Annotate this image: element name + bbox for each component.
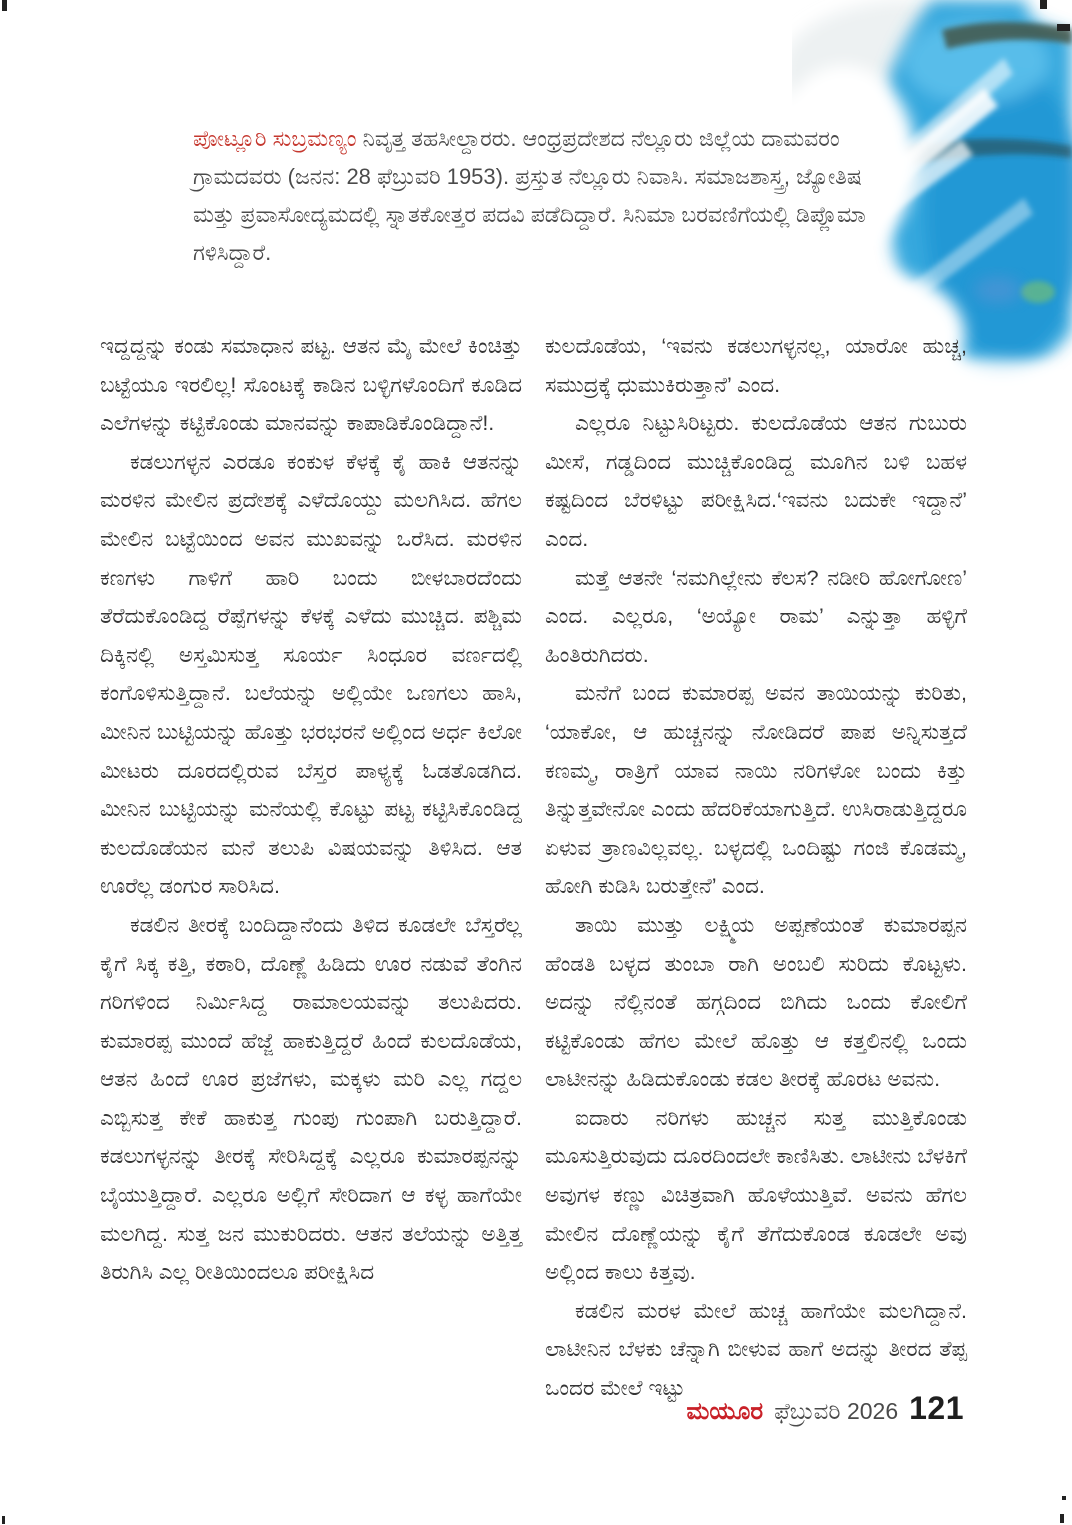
paragraph: ಕಡಲಿನ ಮರಳ ಮೇಲೆ ಹುಚ್ಚ ಹಾಗೆಯೇ ಮಲಗಿದ್ದಾನೆ. ಲಾಟೀನಿನ ಬೆಳಕು ಚೆನ್ನಾಗಿ ಬೀಳುವ ಹಾಗೆ ಅದನ್ನು ತೀರದ ತೆಪ್ಪ ಒಂದರ ಮೇಲೆ ಇಟ್ಟು <box>545 1298 967 1401</box>
paragraph: ಕುಲದೊಡೆಯ, ‘ಇವನು ಕಡಲುಗಳ್ಳನಲ್ಲ, ಯಾರೋ ಹುಚ್ಚ, ಸಮುದ್ರಕ್ಕೆ ಧುಮುಕಿರುತ್ತಾನೆ’ ಎಂದ. <box>545 334 967 397</box>
author-bio <box>193 120 909 272</box>
paragraph: ಮನೆಗೆ ಬಂದ ಕುಮಾರಪ್ಪ ಅವನ ತಾಯಿಯನ್ನು ಕುರಿತು, ‘ಯಾಕೋ, ಆ ಹುಚ್ಚನನ್ನು ನೋಡಿದರೆ ಪಾಪ ಅನ್ನಿಸುತ್ತದೆ ಕಣಮ್ಮ, ರಾತ್ರಿಗೆ ಯಾವ ನಾಯಿ ನರಿಗಳೋ ಬಂದು ಕಿತ್ತು ತಿನ್ನುತ್ತವೇನೋ ಎಂದು ಹೆದರಿಕೆಯಾಗುತ್ತಿದೆ. ಉಸಿರಾಡುತ್ತಿದ್ದರೂ ಏಳುವ ತ್ರಾಣವಿಲ್ಲವಲ್ಲ. ಬಳ್ಳದಲ್ಲಿ ಒಂದಿಷ್ಟು ಗಂಜಿ ಕೊಡಮ್ಮ, ಹೋಗಿ ಕುಡಿಸಿ ಬರುತ್ತೇನೆ’ ಎಂದ. <box>545 681 967 899</box>
crop-mark <box>2 0 7 11</box>
paragraph: ಕಡಲಿನ ತೀರಕ್ಕೆ ಬಂದಿದ್ದಾನೆಂದು ತಿಳಿದ ಕೂಡಲೇ ಬೆಸ್ತರೆಲ್ಲ ಕೈಗೆ ಸಿಕ್ಕ ಕತ್ತಿ, ಕಠಾರಿ, ದೊಣ್ಣೆ ಹಿಡಿದು ಊರ ನಡುವೆ ತೆಂಗಿನ ಗರಿಗಳಿಂದ ನಿರ್ಮಿಸಿದ್ದ ರಾಮಾಲಯವನ್ನು ತಲುಪಿದರು. ಕುಮಾರಪ್ಪ ಮುಂದೆ ಹೆಜ್ಜೆ ಹಾಕುತ್ತಿದ್ದರೆ ಹಿಂದೆ ಕುಲದೊಡೆಯ, ಆತನ ಹಿಂದೆ ಊರ ಪ್ರಜೆಗಳು, ಮಕ್ಕಳು ಮರಿ ಎಲ್ಲ ಗದ್ದಲ ಎಬ್ಬಿಸುತ್ತ ಕೇಕೆ ಹಾಕುತ್ತ ಗುಂಪು ಗುಂಪಾಗಿ ಬರುತ್ತಿದ್ದಾರೆ. ಕಡಲುಗಳ್ಳನನ್ನು ತೀರಕ್ಕೆ ಸೇರಿಸಿದ್ದಕ್ಕೆ ಎಲ್ಲರೂ ಕುಮಾರಪ್ಪನನ್ನು ಬೈಯುತ್ತಿದ್ದಾರೆ. ಎಲ್ಲರೂ ಅಲ್ಲಿಗೆ ಸೇರಿದಾಗ ಆ ಕಳ್ಳ ಹಾಗೆಯೇ ಮಲಗಿದ್ದ. ಸುತ್ತ ಜನ ಮುಕುರಿದರು. ಆತನ ತಲೆಯನ್ನು ಅತ್ತಿತ್ತ ತಿರುಗಿಸಿ ಎಲ್ಲ ರೀತಿಯಿಂದಲೂ ಪರೀಕ್ಷಿಸಿದ <box>100 912 522 1285</box>
paragraph: ಮತ್ತೆ ಆತನೇ ‘ನಮಗಿಲ್ಲೇನು ಕೆಲಸ? ನಡೀರಿ ಹೋಗೋಣ’ ಎಂದ. ಎಲ್ಲರೂ, ‘ಅಯ್ಯೋ ರಾಮ’ ಎನ್ನುತ್ತಾ ಹಳ್ಳಿಗೆ ಹಿಂತಿರುಗಿದರು. <box>545 565 967 667</box>
crop-mark <box>1062 1496 1066 1500</box>
paragraph: ಎಲ್ಲರೂ ನಿಟ್ಟುಸಿರಿಟ್ಟರು. ಕುಲದೊಡೆಯ ಆತನ ಗುಬುರು ಮೀಸೆ, ಗಡ್ಡದಿಂದ ಮುಚ್ಚಿಕೊಂಡಿದ್ದ ಮೂಗಿನ ಬಳಿ ಬಹಳ ಕಷ್ಟದಿಂದ ಬೆರಳಿಟ್ಟು ಪರೀಕ್ಷಿಸಿದ.‘ಇವನು ಬದುಕೇ ಇದ್ದಾನೆ’ ಎಂದ. <box>545 411 967 551</box>
author-name: ಪೋಟ್ಲೂರಿ ಸುಬ್ರಮಣ್ಯಂ <box>193 126 357 151</box>
page-number: 121 <box>909 1390 964 1426</box>
crop-mark <box>1057 24 1070 31</box>
paragraph: ಇದ್ದದ್ದನ್ನು ಕಂಡು ಸಮಾಧಾನ ಪಟ್ಟ. ಆತನ ಮೈ ಮೇಲೆ ಕಿಂಚಿತ್ತು ಬಟ್ಟೆಯೂ ಇರಲಿಲ್ಲ! ಸೊಂಟಕ್ಕೆ ಕಾಡಿನ ಬಳ್ಳಿಗಳೊಂದಿಗೆ ಕೂಡಿದ ಎಲೆಗಳನ್ನು ಕಟ್ಟಿಕೊಂಡು ಮಾನವನ್ನು ಕಾಪಾಡಿಕೊಂಡಿದ್ದಾನೆ!. <box>100 334 522 436</box>
author-bio-text: ನಿವೃತ್ತ ತಹಸೀಲ್ದಾರರು. ಆಂಧ್ರಪ್ರದೇಶದ ನೆಲ್ಲೂರು ಜಿಲ್ಲೆಯ ದಾಮವರಂ ಗ್ರಾಮದವರು (ಜನನ: 28 ಫೆಬ್ರುವರಿ 1953). ಪ್ರಸ್ತುತ ನೆಲ್ಲೂರು ನಿವಾಸಿ. ಸಮಾಜಶಾಸ್ತ್ರ, ಜ್ಯೋತಿಷ ಮತ್ತು ಪ್ರವಾಸೋದ್ಯಮದಲ್ಲಿ ಸ್ನಾತಕೋತ್ತರ ಪದವಿ ಪಡೆದಿದ್ದಾರೆ. ಸಿನಿಮಾ ಬರವಣಿಗೆಯಲ್ಲಿ ಡಿಪ್ಲೊಮಾ ಗಳಿಸಿದ್ದಾರೆ. <box>193 126 866 265</box>
magazine-name: ಮಯೂರ <box>686 1398 764 1425</box>
paragraph: ಕಡಲುಗಳ್ಳನ ಎರಡೂ ಕಂಕುಳ ಕೆಳಕ್ಕೆ ಕೈ ಹಾಕಿ ಆತನನ್ನು ಮರಳಿನ ಮೇಲಿನ ಪ್ರದೇಶಕ್ಕೆ ಎಳೆದೊಯ್ದು ಮಲಗಿಸಿದ. ಹೆಗಲ ಮೇಲಿನ ಬಟ್ಟೆಯಿಂದ ಅವನ ಮುಖವನ್ನು ಒರೆಸಿದ. ಮರಳಿನ ಕಣಗಳು ಗಾಳಿಗೆ ಹಾರಿ ಬಂದು ಬೀಳಬಾರದೆಂದು ತೆರೆದುಕೊಂಡಿದ್ದ ರೆಪ್ಪೆಗಳನ್ನು ಕೆಳಕ್ಕೆ ಎಳೆದು ಮುಚ್ಚಿದ. ಪಶ್ಚಿಮ ದಿಕ್ಕಿನಲ್ಲಿ ಅಸ್ತಮಿಸುತ್ತ ಸೂರ್ಯ ಸಿಂಧೂರ ವರ್ಣದಲ್ಲಿ ಕಂಗೊಳಿಸುತ್ತಿದ್ದಾನೆ. ಬಲೆಯನ್ನು ಅಲ್ಲಿಯೇ ಒಣಗಲು ಹಾಸಿ, ಮೀನಿನ ಬುಟ್ಟಿಯನ್ನು ಹೊತ್ತು ಭರಭರನೆ ಅಲ್ಲಿಂದ ಅರ್ಧ ಕಿಲೋ ಮೀಟರು ದೂರದಲ್ಲಿರುವ ಬೆಸ್ತರ ಪಾಳ್ಯಕ್ಕೆ ಓಡತೊಡಗಿದ. ಮೀನಿನ ಬುಟ್ಟಿಯನ್ನು ಮನೆಯಲ್ಲಿ ಕೊಟ್ಟು ಪಟ್ಟ ಕಟ್ಟಿಸಿಕೊಂಡಿದ್ದ ಕುಲದೊಡೆಯನ ಮನೆ ತಲುಪಿ ವಿಷಯವನ್ನು ತಿಳಿಸಿದ. ಆತ ಊರೆಲ್ಲ ಡಂಗುರ ಸಾರಿಸಿದ. <box>100 449 522 899</box>
paragraph: ಐದಾರು ನರಿಗಳು ಹುಚ್ಚನ ಸುತ್ತ ಮುತ್ತಿಕೊಂಡು ಮೂಸುತ್ತಿರುವುದು ದೂರದಿಂದಲೇ ಕಾಣಿಸಿತು. ಲಾಟೀನು ಬೆಳಕಿಗೆ ಅವುಗಳ ಕಣ್ಣು ವಿಚಿತ್ರವಾಗಿ ಹೊಳೆಯುತ್ತಿವೆ. ಅವನು ಹೆಗಲ ಮೇಲಿನ ದೊಣ್ಣೆಯನ್ನು ಕೈಗೆ ತೆಗೆದುಕೊಂಡ ಕೂಡಲೇ ಅವು ಅಲ್ಲಿಂದ ಕಾಲು ಕಿತ್ತವು. <box>545 1105 967 1285</box>
right-column <box>545 327 967 1408</box>
paragraph: ತಾಯಿ ಮುತ್ತು ಲಕ್ಷ್ಮಿಯ ಅಪ್ಪಣೆಯಂತೆ ಕುಮಾರಪ್ಪನ ಹೆಂಡತಿ ಬಳ್ಳದ ತುಂಬಾ ರಾಗಿ ಅಂಬಲಿ ಸುರಿದು ಕೊಟ್ಟಳು. ಅದನ್ನು ನೆಲ್ಲಿನಂತೆ ಹಗ್ಗದಿಂದ ಬಿಗಿದು ಒಂದು ಕೋಲಿಗೆ ಕಟ್ಟಿಕೊಂಡು ಹೆಗಲ ಮೇಲೆ ಹೊತ್ತು ಆ ಕತ್ತಲಿನಲ್ಲಿ ಒಂದು ಲಾಟೀನನ್ನು ಹಿಡಿದುಕೊಂಡು ಕಡಲ ತೀರಕ್ಕೆ ಹೊರಟ ಅವನು. <box>545 912 967 1092</box>
crop-mark <box>1040 0 1047 9</box>
issue-date: ಫೆಬ್ರುವರಿ 2026 <box>774 1398 899 1424</box>
crop-mark <box>1060 1514 1064 1523</box>
left-column <box>100 327 522 1292</box>
crop-mark <box>2 1516 5 1524</box>
page-footer <box>687 1390 964 1427</box>
